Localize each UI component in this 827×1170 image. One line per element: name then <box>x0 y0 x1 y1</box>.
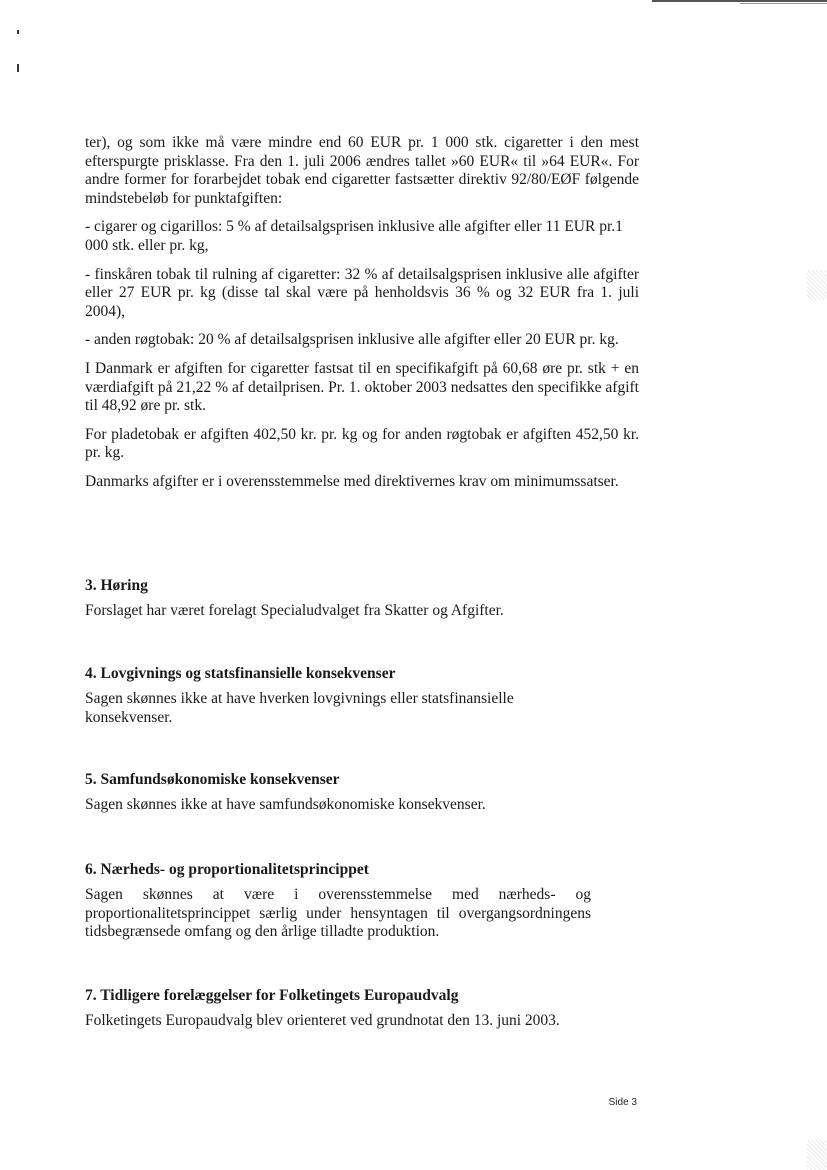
section-text: Sagen skønnes ikke at have hverken lovgivnings eller statsfinansielle konsekvenser. <box>85 690 514 726</box>
section-europaudvalg <box>85 986 639 1041</box>
document-body <box>85 134 639 502</box>
body-paragraph: - finskåren tobak til rulning af cigaretter: 32 % af detailsalgsprisen inklusive alle afgifter eller 27 EUR pr. kg (disse tal skal være på henholdsvis 36 % og 32 EUR fra 1. juli 2004), <box>85 265 639 320</box>
body-paragraph: For pladetobak er afgiften 402,50 kr. pr. kg og for anden røgtobak er afgiften 452,50 kr. pr. kg. <box>85 425 639 462</box>
body-paragraph: I Danmark er afgiften for cigaretter fastsat til en specifikafgift på 60,68 øre pr. stk + en værdiafgift på 21,22 % af detailprisen. Pr. 1. oktober 2003 nedsattes den specifikke afgift til 48,92 øre pr. stk. <box>85 359 639 415</box>
section-naerhed <box>85 860 639 952</box>
section-heading: 5. Samfundsøkonomiske konsekvenser <box>85 771 340 788</box>
section-text: Sagen skønnes at være i overensstemmelse med nærheds- og proportionalitetsprincippet særlig under hensyntagen til overgangsordningens tidsbegrænsede omfang og den årlige tilladte produktion. <box>85 886 591 941</box>
body-paragraph: - cigarer og cigarillos: 5 % af detailsalgsprisen inklusive alle afgifter eller 11 EUR pr.1 000 stk. eller pr. kg, <box>85 218 623 254</box>
section-heading: 4. Lovgivnings og statsfinansielle konsekvenser <box>85 665 396 682</box>
page-number: Side 3 <box>608 1097 637 1108</box>
section-text: Sagen skønnes ikke at have samfundsøkonomiske konsekvenser. <box>85 796 486 813</box>
scan-noise <box>807 1140 827 1170</box>
body-paragraph: ter), og som ikke må være mindre end 60 EUR pr. 1 000 stk. cigaretter i den mest efterspurgte prisklasse. Fra den 1. juli 2006 ændres tallet »60 EUR« til »64 EUR«. For andre former for forarbejdet tobak end cigaretter fastsætter direktiv 92/80/EØF følgende mindstebeløb for punktafgiften: <box>85 134 639 207</box>
section-heading: 6. Nærheds- og proportionalitetsprincippet <box>85 861 369 878</box>
section-text: Folketingets Europaudvalg blev orienteret ved grundnotat den 13. juni 2003. <box>85 1012 560 1029</box>
body-paragraph: Danmarks afgifter er i overensstemmelse med direktivernes krav om minimumssatser. <box>85 472 619 490</box>
scan-edge-line <box>740 3 827 4</box>
punch-mark <box>17 64 19 72</box>
section-hoering <box>85 576 639 631</box>
scan-edge-line <box>652 0 827 2</box>
section-heading: 7. Tidligere forelæggelser for Folketingets Europaudvalg <box>85 987 459 1004</box>
punch-mark <box>17 30 19 34</box>
section-heading: 3. Høring <box>85 577 148 594</box>
section-lovgivning <box>85 664 639 737</box>
section-text: Forslaget har været forelagt Specialudvalget fra Skatter og Afgifter. <box>85 602 504 619</box>
scan-noise <box>807 270 827 300</box>
section-samfundsoekonomi <box>85 770 639 825</box>
body-paragraph: - anden røgtobak: 20 % af detailsalgsprisen inklusive alle afgifter eller 20 EUR pr. kg. <box>85 331 619 349</box>
